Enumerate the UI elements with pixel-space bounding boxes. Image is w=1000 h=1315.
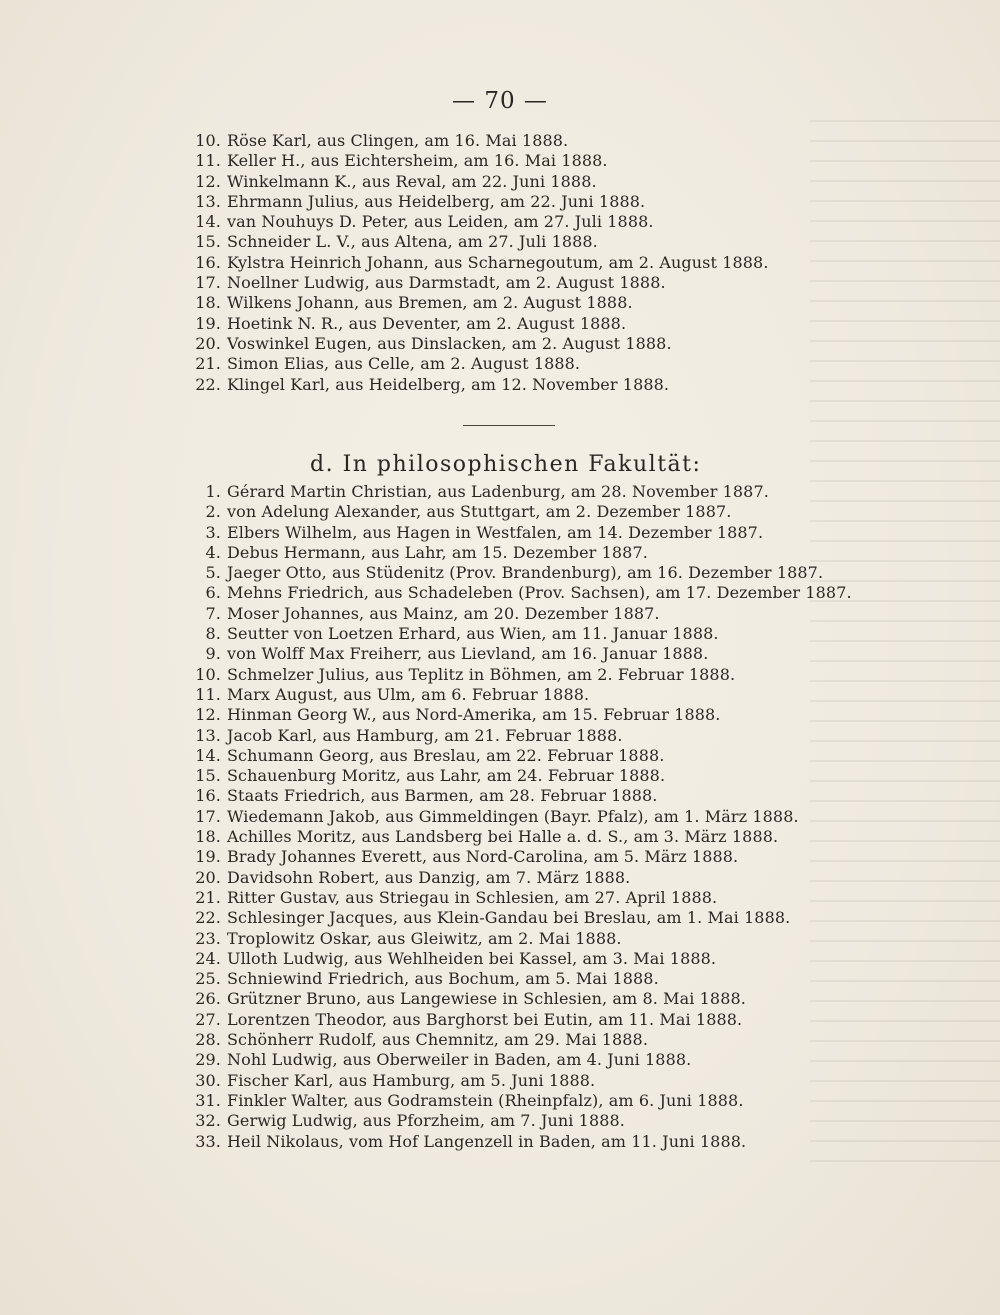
- list-item: [170, 827, 870, 847]
- entry-text: Schönherr Rudolf, aus Chemnitz, am 29. Mai 1888.: [227, 1030, 649, 1050]
- entry-text: von Adelung Alexander, aus Stuttgart, am 2. Dezember 1887.: [227, 502, 732, 522]
- entry-number: 10.: [195, 664, 221, 684]
- list-item: [170, 131, 870, 151]
- entry-text: Ritter Gustav, aus Striegau in Schlesien, am 27. April 1888.: [227, 887, 718, 907]
- entry-number: 11.: [195, 684, 221, 704]
- list-item: [170, 172, 870, 192]
- entry-text: van Nouhuys D. Peter, aus Leiden, am 27. Juli 1888.: [227, 212, 654, 232]
- entry-number: 13.: [195, 725, 221, 745]
- entry-number: 25.: [195, 969, 221, 989]
- list-item: [170, 807, 870, 827]
- entry-text: Elbers Wilhelm, aus Hagen in Westfalen, am 14. Dezember 1887.: [227, 522, 764, 542]
- list-item: [170, 151, 870, 171]
- entry-number: 4.: [205, 542, 221, 562]
- entry-number: 23.: [195, 928, 221, 948]
- entry-number: 12.: [195, 171, 221, 191]
- entry-text: Mehns Friedrich, aus Schadeleben (Prov. Sachsen), am 17. Dezember 1887.: [227, 583, 852, 603]
- list-item: [170, 949, 870, 969]
- list-item: [170, 1050, 870, 1070]
- entry-text: Marx August, aus Ulm, am 6. Februar 1888.: [227, 684, 590, 704]
- entry-text: Hinman Georg W., aus Nord-Amerika, am 15. Februar 1888.: [227, 705, 721, 725]
- list-item: [170, 375, 870, 395]
- entry-text: Keller H., aus Eichtersheim, am 16. Mai 1888.: [227, 151, 608, 171]
- entry-text: Moser Johannes, aus Mainz, am 20. Dezember 1887.: [227, 603, 660, 623]
- list-item: [170, 583, 870, 603]
- entry-text: Voswinkel Eugen, aus Dinslacken, am 2. August 1888.: [227, 333, 672, 353]
- entry-number: 20.: [195, 333, 221, 353]
- list-item: [170, 929, 870, 949]
- entry-text: Achilles Moritz, aus Landsberg bei Halle a. d. S., am 3. März 1888.: [227, 827, 779, 847]
- list-item: [170, 969, 870, 989]
- list-item: [170, 1132, 870, 1152]
- list-item: [170, 1091, 870, 1111]
- entry-number: 32.: [195, 1111, 221, 1131]
- list-item: [170, 253, 870, 273]
- entry-number: 18.: [195, 827, 221, 847]
- entry-text: Schniewind Friedrich, aus Bochum, am 5. Mai 1888.: [227, 969, 659, 989]
- entry-number: 7.: [205, 603, 221, 623]
- list-item: [170, 665, 870, 685]
- list-item: [170, 685, 870, 705]
- entry-number: 33.: [195, 1131, 221, 1151]
- list-item: [170, 604, 870, 624]
- entry-text: Schumann Georg, aus Breslau, am 22. Februar 1888.: [227, 745, 665, 765]
- entry-number: 16.: [195, 786, 221, 806]
- entry-number: 21.: [195, 354, 221, 374]
- entry-number: 29.: [195, 1050, 221, 1070]
- entry-number: 11.: [195, 151, 221, 171]
- entry-text: Ehrmann Julius, aus Heidelberg, am 22. Juni 1888.: [227, 191, 646, 211]
- entry-text: Jaeger Otto, aus Stüdenitz (Prov. Brandenburg), am 16. Dezember 1887.: [227, 563, 824, 583]
- list-item: [170, 334, 870, 354]
- entry-text: Röse Karl, aus Clingen, am 16. Mai 1888.: [227, 131, 569, 150]
- entry-text: Davidsohn Robert, aus Danzig, am 7. März 1888.: [227, 867, 631, 887]
- list-item: [170, 847, 870, 867]
- list-item: [170, 726, 870, 746]
- entry-number: 20.: [195, 867, 221, 887]
- list-item: [170, 543, 870, 563]
- entry-number: 21.: [195, 887, 221, 907]
- entry-text: Wiedemann Jakob, aus Gimmeldingen (Bayr. Pfalz), am 1. März 1888.: [227, 806, 799, 826]
- entry-text: Schlesinger Jacques, aus Klein-Gandau bei Breslau, am 1. Mai 1888.: [227, 908, 791, 928]
- list-item: [170, 989, 870, 1009]
- entry-number: 12.: [195, 705, 221, 725]
- entry-number: 14.: [195, 212, 221, 232]
- entry-number: 9.: [205, 644, 221, 664]
- entry-text: Staats Friedrich, aus Barmen, am 28. Februar 1888.: [227, 786, 658, 806]
- entry-number: 3.: [205, 522, 221, 542]
- entry-number: 1.: [205, 482, 221, 501]
- entry-text: Wilkens Johann, aus Bremen, am 2. August 1888.: [227, 293, 633, 313]
- entry-text: Gerwig Ludwig, aus Pforzheim, am 7. Juni 1888.: [227, 1111, 625, 1131]
- entry-number: 15.: [195, 766, 221, 786]
- list-item: [170, 232, 870, 252]
- list-item: [170, 908, 870, 928]
- entry-number: 19.: [195, 313, 221, 333]
- entry-number: 24.: [195, 948, 221, 968]
- entry-text: Heil Nikolaus, vom Hof Langenzell in Baden, am 11. Juni 1888.: [227, 1131, 747, 1151]
- list-item: [170, 746, 870, 766]
- list-item: [170, 1010, 870, 1030]
- entry-number: 27.: [195, 1009, 221, 1029]
- list-item: [170, 888, 870, 908]
- list-item: [170, 705, 870, 725]
- entry-text: von Wolff Max Freiherr, aus Lievland, am 16. Januar 1888.: [227, 644, 709, 664]
- entry-text: Klingel Karl, aus Heidelberg, am 12. November 1888.: [227, 374, 670, 394]
- entry-text: Troplowitz Oskar, aus Gleiwitz, am 2. Mai 1888.: [227, 928, 622, 948]
- entry-text: Grützner Bruno, aus Langewiese in Schlesien, am 8. Mai 1888.: [227, 989, 746, 1009]
- page-number: — 70 —: [452, 88, 548, 114]
- list-item: [170, 1111, 870, 1131]
- list-item: [170, 624, 870, 644]
- list-item: [170, 868, 870, 888]
- entry-number: 17.: [195, 806, 221, 826]
- entry-number: 30.: [195, 1070, 221, 1090]
- entry-text: Winkelmann K., aus Reval, am 22. Juni 1888.: [227, 171, 597, 191]
- entry-text: Nohl Ludwig, aus Oberweiler in Baden, am 4. Juni 1888.: [227, 1050, 692, 1070]
- entry-text: Lorentzen Theodor, aus Barghorst bei Eutin, am 11. Mai 1888.: [227, 1009, 743, 1029]
- entry-number: 18.: [195, 293, 221, 313]
- entry-number: 17.: [195, 273, 221, 293]
- list-item: [170, 482, 870, 502]
- entry-text: Jacob Karl, aus Hamburg, am 21. Februar 1888.: [227, 725, 623, 745]
- entry-text: Debus Hermann, aus Lahr, am 15. Dezember 1887.: [227, 542, 648, 562]
- entry-number: 15.: [195, 232, 221, 252]
- list-item: [170, 786, 870, 806]
- entry-text: Finkler Walter, aus Godramstein (Rheinpfalz), am 6. Juni 1888.: [227, 1090, 744, 1110]
- entry-text: Schmelzer Julius, aus Teplitz in Böhmen, am 2. Februar 1888.: [227, 664, 736, 684]
- entry-number: 28.: [195, 1030, 221, 1050]
- entry-text: Brady Johannes Everett, aus Nord-Carolina, am 5. März 1888.: [227, 847, 739, 867]
- list-item: [170, 644, 870, 664]
- list-item: [170, 1030, 870, 1050]
- list-item: [170, 293, 870, 313]
- list-item: [170, 563, 870, 583]
- entry-number: 16.: [195, 252, 221, 272]
- entry-number: 22.: [195, 374, 221, 394]
- entry-number: 31.: [195, 1090, 221, 1110]
- list-item: [170, 502, 870, 522]
- entry-text: Noellner Ludwig, aus Darmstadt, am 2. August 1888.: [227, 273, 666, 293]
- entry-number: 22.: [195, 908, 221, 928]
- entry-number: 13.: [195, 191, 221, 211]
- entry-text: Seutter von Loetzen Erhard, aus Wien, am 11. Januar 1888.: [227, 624, 719, 644]
- section-heading: d. In philosophischen Fakultät:: [310, 452, 702, 477]
- graduates-list-philosophy: [170, 482, 870, 1152]
- entry-text: Ulloth Ludwig, aus Wehlheiden bei Kassel, am 3. Mai 1888.: [227, 948, 717, 968]
- list-item: [170, 354, 870, 374]
- entry-number: 6.: [205, 583, 221, 603]
- entry-number: 5.: [205, 563, 221, 583]
- entry-text: Hoetink N. R., aus Deventer, am 2. August 1888.: [227, 313, 627, 333]
- list-item: [170, 314, 870, 334]
- list-item: [170, 523, 870, 543]
- list-item: [170, 1071, 870, 1091]
- entry-number: 10.: [195, 131, 221, 150]
- entry-number: 2.: [205, 502, 221, 522]
- entry-number: 8.: [205, 624, 221, 644]
- graduates-list-medical: [170, 131, 870, 395]
- entry-text: Schneider L. V., aus Altena, am 27. Juli 1888.: [227, 232, 598, 252]
- entry-number: 14.: [195, 745, 221, 765]
- entry-text: Gérard Martin Christian, aus Ladenburg, am 28. November 1887.: [227, 482, 769, 501]
- list-item: [170, 273, 870, 293]
- entry-text: Schauenburg Moritz, aus Lahr, am 24. Februar 1888.: [227, 766, 666, 786]
- list-item: [170, 766, 870, 786]
- list-item: [170, 192, 870, 212]
- entry-text: Simon Elias, aus Celle, am 2. August 1888.: [227, 354, 581, 374]
- list-item: [170, 212, 870, 232]
- entry-number: 26.: [195, 989, 221, 1009]
- entry-text: Fischer Karl, aus Hamburg, am 5. Juni 1888.: [227, 1070, 596, 1090]
- entry-number: 19.: [195, 847, 221, 867]
- entry-text: Kylstra Heinrich Johann, aus Scharnegoutum, am 2. August 1888.: [227, 252, 769, 272]
- section-divider: [463, 425, 555, 426]
